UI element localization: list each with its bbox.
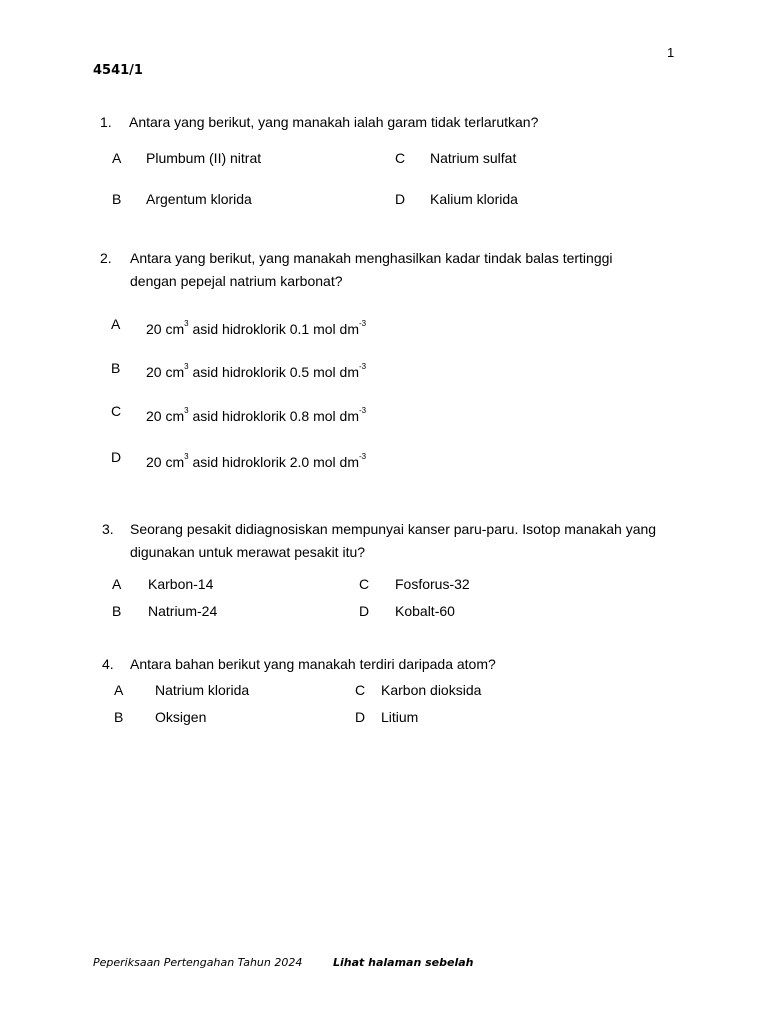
question-text: Antara bahan berikut yang manakah terdiri daripada atom? (130, 656, 496, 672)
option-text: Karbon-14 (148, 576, 214, 592)
question-text: Antara yang berikut, yang manakah ialah garam tidak terlarutkan? (129, 114, 539, 130)
option-letter: B (112, 191, 122, 207)
question-text: digunakan untuk merawat pesakit itu? (130, 544, 366, 560)
option-text: Litium (381, 709, 419, 725)
option-letter: A (112, 150, 122, 166)
paper-code: 4541/1 (93, 63, 143, 78)
option-letter: C (359, 576, 370, 592)
option-text: 20 $cm^3$ asid hidroklorik 0.5 mol $dm^{-3}$ (146, 362, 367, 380)
option-letter: B (111, 360, 121, 376)
option-text: Karbon dioksida (381, 682, 482, 698)
option-letter: A (111, 316, 121, 332)
option-letter: D (111, 449, 122, 465)
option-text: Natrium-24 (148, 603, 218, 619)
page-number: 1 (667, 45, 675, 60)
option-letter: C (355, 682, 366, 698)
option-text: 20 $cm^3$ asid hidroklorik 0.8 mol $dm^{-3}$ (146, 406, 367, 424)
option-letter: D (395, 191, 406, 207)
option-text: Argentum klorida (146, 191, 252, 207)
option-text: Oksigen (155, 709, 207, 725)
footer-exam-title: Peperiksaan Pertengahan Tahun 2024 (93, 956, 303, 969)
question-text: Seorang pesakit didiagnosiskan mempunyai kanser paru-paru. Isotop manakah yang (130, 521, 657, 537)
question-number: 1. (100, 114, 112, 130)
question-number: 4. (102, 656, 114, 672)
option-text: Natrium sulfat (430, 150, 517, 166)
option-letter: B (114, 709, 124, 725)
question-text: Antara yang berikut, yang manakah menghasilkan kadar tindak balas tertinggi (130, 250, 613, 266)
option-text: Kalium klorida (430, 191, 518, 207)
option-letter: D (355, 709, 366, 725)
option-text: 20 $cm^3$ asid hidroklorik 2.0 mol $dm^{-3}$ (146, 452, 367, 470)
option-text: Plumbum (II) nitrat (146, 150, 262, 166)
option-letter: C (111, 403, 122, 419)
option-letter: A (114, 682, 124, 698)
question-number: 2. (100, 250, 112, 266)
option-text: Kobalt-60 (395, 603, 455, 619)
option-text: Fosforus-32 (395, 576, 470, 592)
footer-next-page: Lihat halaman sebelah (333, 956, 474, 969)
option-text: Natrium klorida (155, 682, 250, 698)
option-letter: B (112, 603, 122, 619)
question-number: 3. (102, 521, 114, 537)
option-text: 20 $cm^3$ asid hidroklorik 0.1 mol $dm^{-3}$ (146, 319, 367, 337)
option-letter: D (359, 603, 370, 619)
option-letter: A (112, 576, 122, 592)
question-text: dengan pepejal natrium karbonat? (130, 273, 343, 289)
option-letter: C (395, 150, 406, 166)
